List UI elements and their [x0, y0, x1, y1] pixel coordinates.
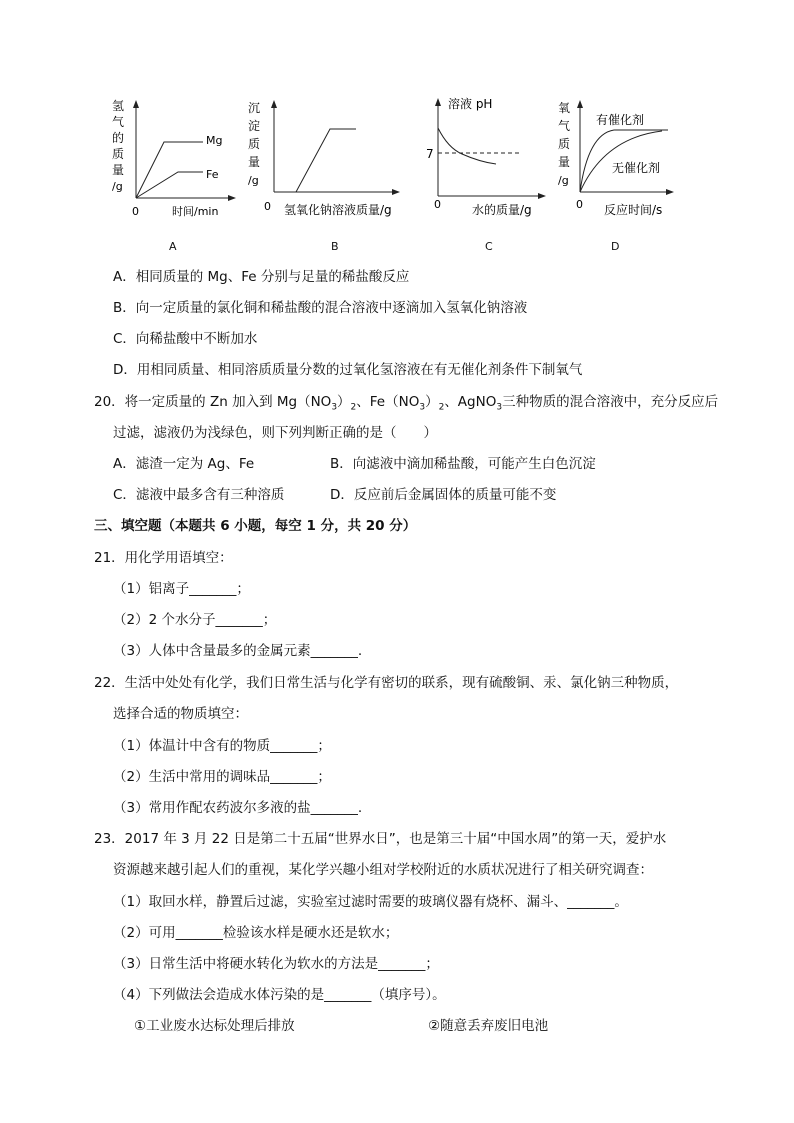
q20-option-b: B．向滤液中滴加稀盐酸，可能产生白色沉淀: [330, 456, 596, 472]
graph-d-ylabel-1: 氧: [558, 101, 571, 115]
q23-choice-2: ②随意丢弃废旧电池: [428, 1018, 549, 1034]
graph-a-line-fe: [136, 172, 203, 198]
q22-part-1: （1）体温计中含有的物质_______；: [113, 738, 331, 754]
graph-b-origin: 0: [264, 200, 271, 213]
graph-a-ylabel-4: 质: [112, 147, 125, 161]
graph-a-ylabel-6: /g: [112, 180, 123, 193]
graph-b-ylabel-2: 淀: [248, 119, 261, 133]
q21-stem: 21．用化学用语填空：: [94, 550, 233, 566]
q20-sub-3c: 3: [496, 402, 503, 413]
q19-option-c: C．向稀盐酸中不断加水: [113, 331, 258, 347]
graph-c-ylabel: 溶液 pH: [448, 97, 493, 111]
graph-d-label-no-catalyst: 无催化剂: [612, 161, 661, 175]
graph-a-ylabel-3: 的: [112, 131, 125, 145]
graph-a-xlabel: 时间/min: [172, 205, 219, 218]
q23-part-4: （4）下列做法会造成水体污染的是_______（填序号）。: [113, 987, 446, 1003]
graph-c-y-arrow: [435, 98, 441, 106]
graph-b: [244, 92, 414, 232]
graph-d-xlabel: 反应时间/s: [604, 203, 663, 217]
graph-a-x-arrow: [228, 195, 236, 201]
graph-d: [556, 92, 692, 232]
graph-d-origin: 0: [576, 198, 583, 211]
q23-stem-line2: 资源越来越引起人们的重视，某化学兴趣小组对学校附近的水质状况进行了相关研究调查：: [113, 862, 653, 878]
graph-d-y-arrow: [577, 100, 583, 108]
q22-part-2: （2）生活中常用的调味品_______；: [113, 769, 331, 785]
graph-a-y-arrow: [133, 100, 139, 108]
q20-stem-line2: 过滤，滤液仍为浅绿色，则下列判断正确的是（ ）: [113, 425, 437, 441]
q19-option-b: B．向一定质量的氯化铜和稀盐酸的混合溶液中逐滴加入氢氧化钠溶液: [113, 300, 528, 316]
graph-a-ylabel-1: 氢: [112, 99, 125, 113]
graph-a-caption: A: [169, 240, 177, 253]
q22-stem: 22．生活中处处有化学，我们日常生活与化学有密切的联系，现有硫酸铜、汞、氯化钠三种物质，: [94, 675, 679, 691]
q20-stem-b: ）: [337, 394, 351, 410]
graph-d-ylabel-2: 气: [558, 119, 571, 133]
graph-c-origin: 0: [434, 198, 441, 211]
graph-c: [418, 92, 558, 232]
graph-d-caption: D: [611, 240, 620, 253]
graph-d-ylabel-3: 质: [558, 137, 571, 151]
graph-b-caption: B: [331, 240, 339, 253]
q21-part-3: （3）人体中含量最多的金属元素_______.: [113, 643, 363, 659]
graph-b-ylabel-5: /g: [248, 174, 259, 187]
q20-sub-2a: 2: [350, 402, 357, 413]
graph-b-line: [274, 129, 356, 192]
q20-stem-e: 三种物质的混合溶液中，充分反应后: [502, 394, 719, 410]
q22-stem-line2: 选择合适的物质填空：: [113, 706, 248, 722]
graph-b-ylabel-4: 量: [248, 155, 261, 169]
graph-c-x-arrow: [538, 193, 546, 199]
graph-a-line-mg: [136, 142, 203, 198]
graph-a-ylabel-2: 气: [112, 115, 125, 129]
q20-sub-2b: 2: [438, 402, 445, 413]
graph-b-xlabel: 氢氧化钠溶液质量/g: [284, 203, 392, 217]
q20-stem: [94, 392, 718, 418]
graph-d-ylabel-5: /g: [558, 174, 569, 187]
q21-part-1: （1）铝离子_______；: [113, 581, 250, 597]
q19-option-a: A．相同质量的 Mg、Fe 分别与足量的稀盐酸反应: [113, 269, 410, 285]
graph-a-label-fe: Fe: [206, 168, 219, 181]
graph-c-tick-7: 7: [426, 147, 434, 161]
q23-stem: 23．2017 年 3 月 22 日是第二十五届“世界水日”，也是第三十届“中国水周”的第一天，爱护水: [94, 831, 667, 847]
graph-c-xlabel: 水的质量/g: [472, 203, 532, 217]
graph-b-ylabel-1: 沉: [248, 101, 261, 115]
graph-c-caption: C: [485, 240, 493, 253]
q20-option-d: D．反应前后金属固体的质量可能不变: [330, 487, 557, 503]
q20-stem-c: 、Fe（NO: [356, 394, 420, 410]
q20-sub-3a: 3: [331, 402, 338, 413]
q23-part-2: （2）可用_______检验该水样是硬水还是软水；: [113, 925, 399, 941]
q20-option-c: C．滤液中最多含有三种溶质: [113, 487, 285, 503]
graph-b-y-arrow: [271, 100, 277, 108]
q23-part-1: （1）取回水样，静置后过滤，实验室过滤时需要的玻璃仪器有烧杯、漏斗、_______。: [113, 894, 628, 910]
graph-b-ylabel-3: 质: [248, 137, 261, 151]
section-3-heading: 三、填空题（本题共 6 小题，每空 1 分，共 20 分）: [94, 518, 417, 534]
q22-part-3: （3）常用作配农药波尔多液的盐_______.: [113, 800, 363, 816]
q19-option-d: D．用相同质量、相同溶质质量分数的过氧化氢溶液在有无催化剂条件下制氧气: [113, 362, 583, 378]
graph-a-origin: 0: [132, 205, 139, 218]
graph-b-x-arrow: [392, 189, 400, 195]
graph-c-curve: [438, 128, 496, 164]
graph-d-label-catalyst: 有催化剂: [596, 113, 645, 127]
graph-a-ylabel-5: 量: [112, 163, 125, 177]
q20-stem-d: 、AgNO: [444, 394, 497, 410]
graph-d-ylabel-4: 量: [558, 155, 571, 169]
q20-stem-a: 20．将一定质量的 Zn 加入到 Mg（NO: [94, 394, 332, 410]
graph-d-x-arrow: [666, 189, 674, 195]
q20-option-a: A．滤渣一定为 Ag、Fe: [113, 456, 255, 472]
q21-part-2: （2）2 个水分子_______；: [113, 612, 277, 628]
q20-sub-3b: 3: [419, 402, 426, 413]
graph-a: [108, 92, 248, 232]
graph-a-label-mg: Mg: [206, 134, 223, 147]
q23-part-3: （3）日常生活中将硬水转化为软水的方法是_______；: [113, 956, 439, 972]
q20-stem-b2: ）: [425, 394, 439, 410]
q23-choice-1: ①工业废水达标处理后排放: [134, 1018, 295, 1034]
